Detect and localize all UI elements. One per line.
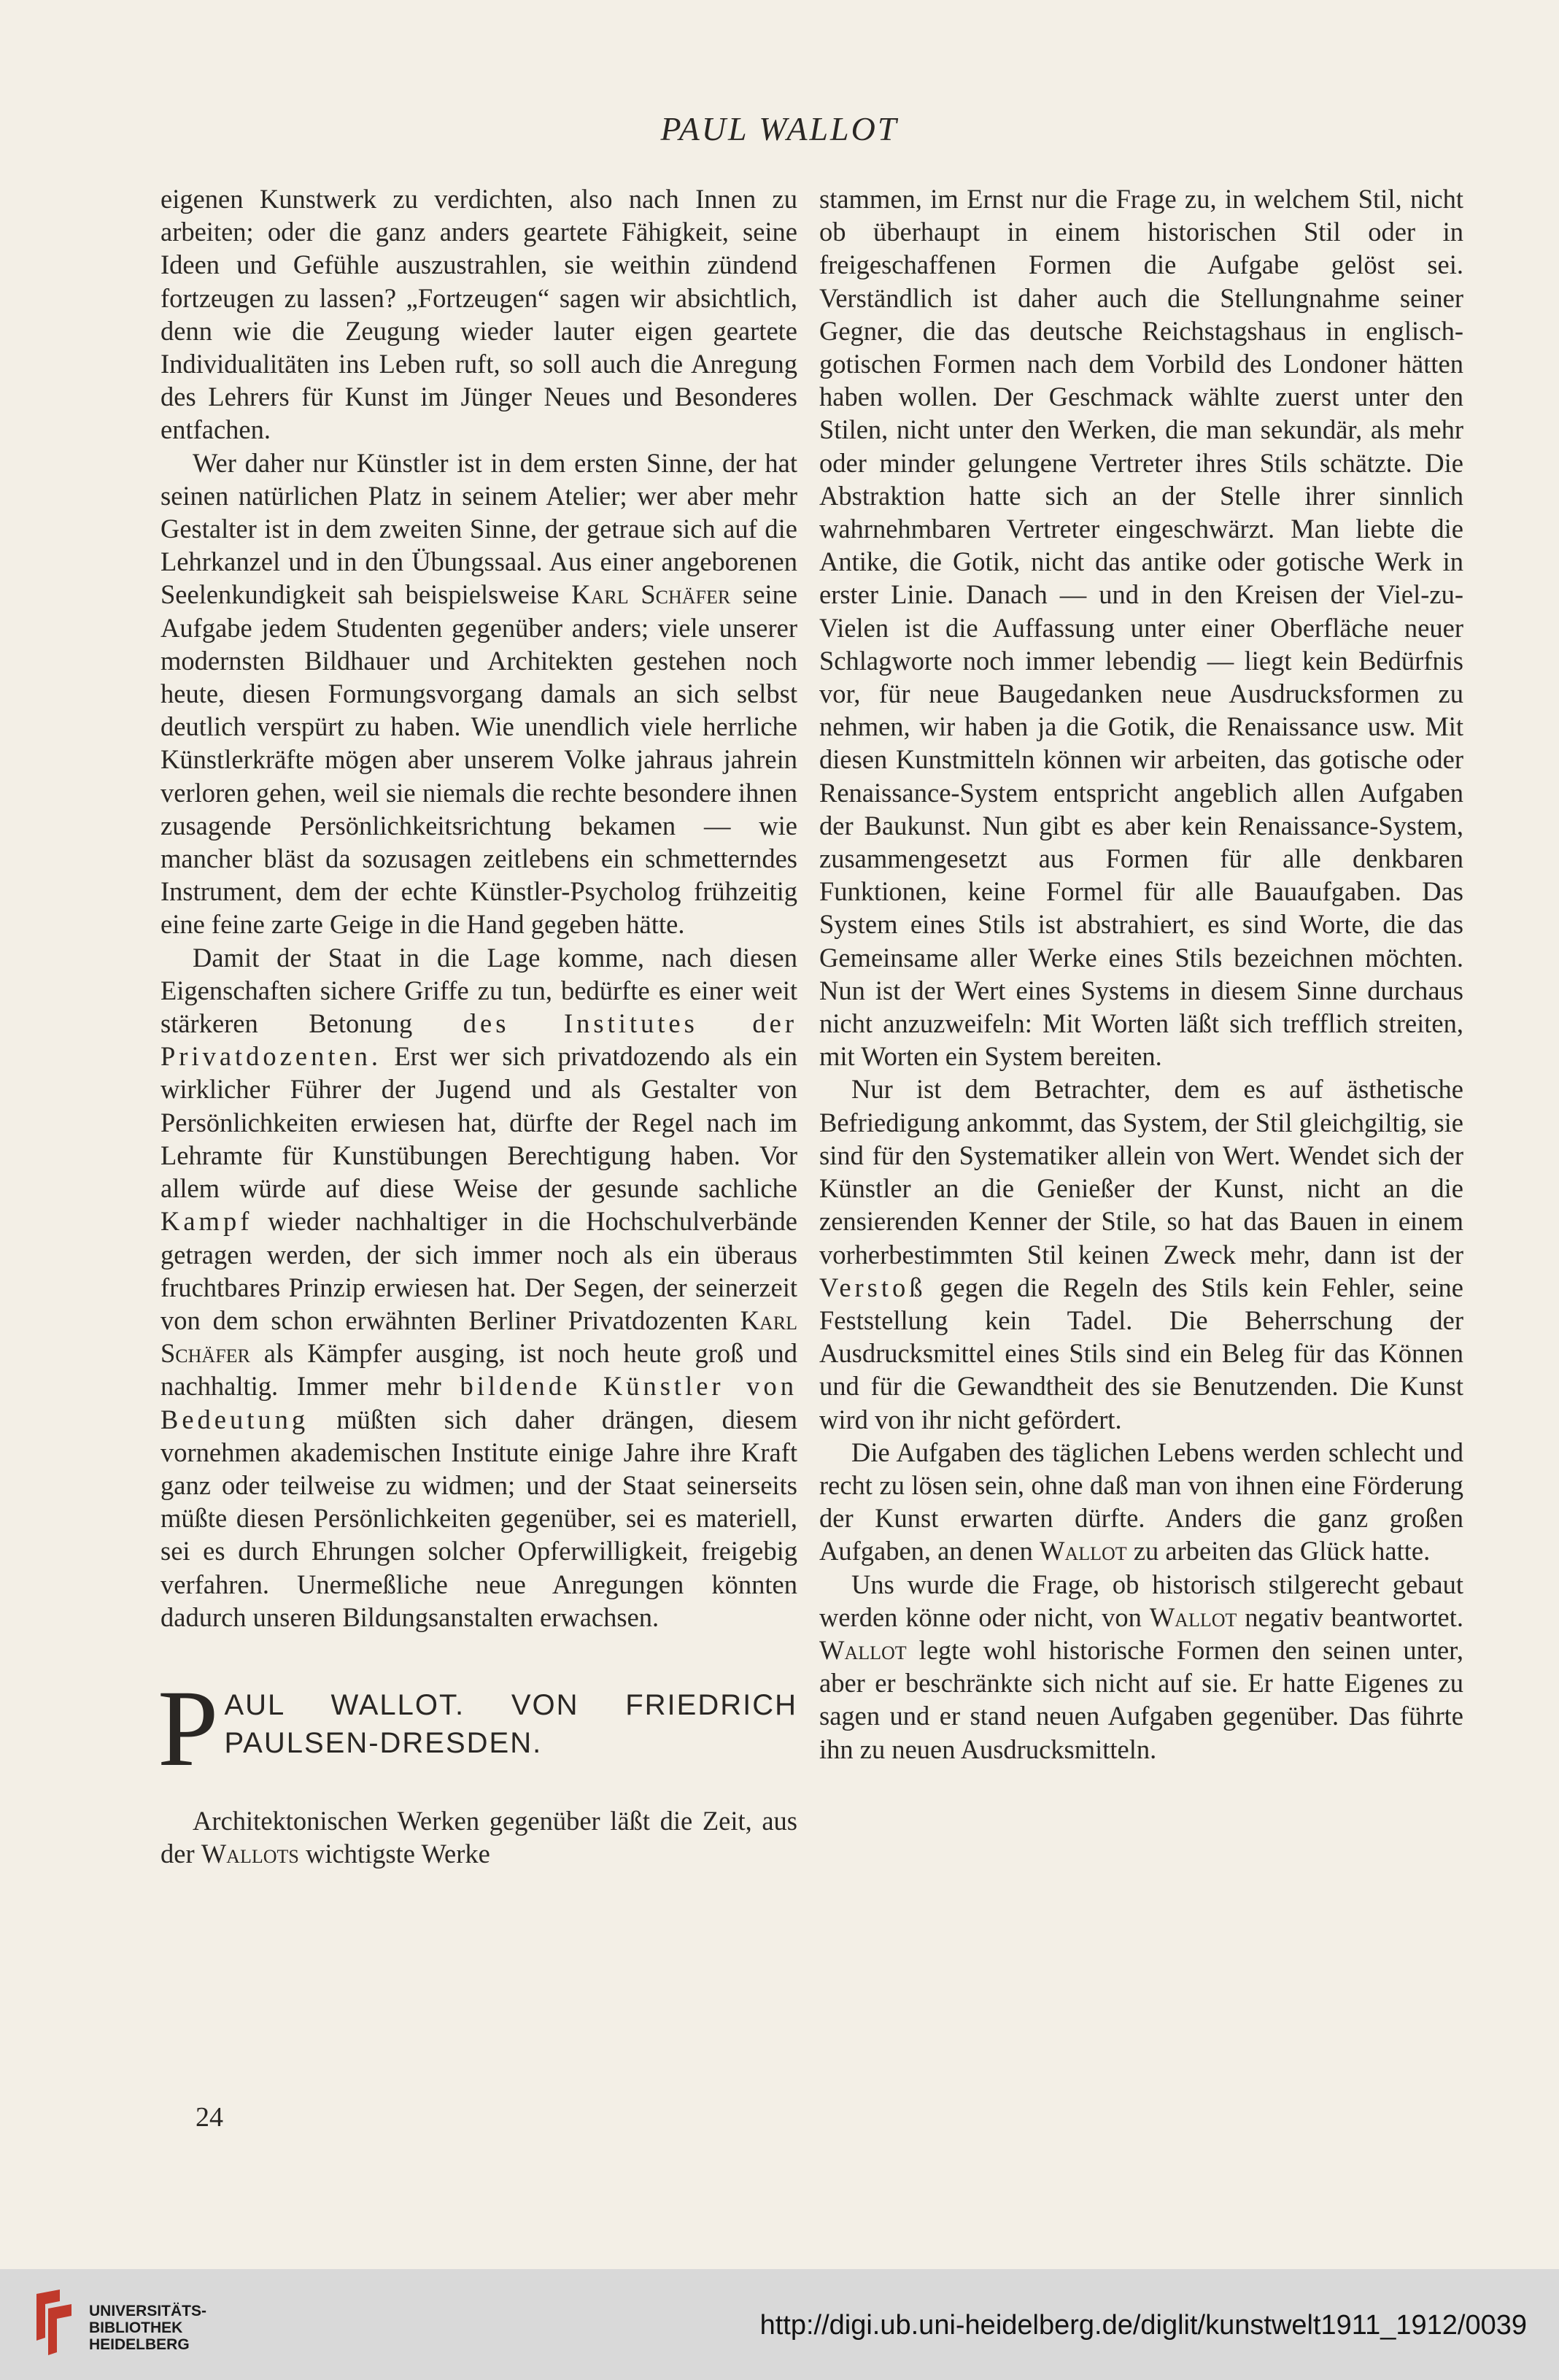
paragraph [819,1073,1463,1435]
paragraph [819,182,1463,1073]
text-run: negativ beantwortet. [1237,1602,1463,1632]
spaced-emphasis: Kampf [160,1206,253,1237]
library-name [89,2303,206,2353]
article-heading [158,1667,797,1789]
person-name: Karl Schäfer [160,1305,797,1369]
spaced-emphasis: bildende Künstler von Bedeutung [160,1371,798,1434]
paragraph [819,1568,1463,1766]
text-run: Wer daher nur Künstler ist in dem ersten Sinne, der hat seinen natürlichen Platz in seinem Atelier; wer aber mehr Gestalter ist in dem zweiten Sinne, der getraue sich auf die Lehrkanzel und in den Übungssaal. Aus einer angeborenen Seelenkundigkeit sah beispielsweise [160,447,797,610]
source-url-link[interactable]: http://digi.ub.uni-heidelberg.de/diglit/kunstwelt1911_1912/0039 [759,2310,1527,2341]
text-run: eigenen Kunstwerk zu verdichten, also nach Innen zu arbeiten; oder die ganz anders geartete Fähigkeit, seine Ideen und Gefühle auszustrahlen, sie weithin zündend fortzeugen zu lassen? „Fortzeugen“ sagen wir absichtlich, denn wie die Zeugung wieder lauter eigen geartete Individualitäten ins Leben ruft, so soll auch die Anregung des Lehrers für Kunst im Jünger Neues und Besonderes entfachen. [160,184,797,445]
paragraph [819,1436,1463,1568]
library-name-line: BIBLIOTHEK [89,2319,183,2336]
text-run: Nur ist dem Betrachter, dem es auf ästhetische Befriedigung ankommt, das System, der Stil gleichgiltig, sie sind für den Systematiker allein von Wert. Wendet sich der Künstler an die Genießer der Kunst, nicht an die zensierenden Kenner der Stile, so hat das Bauen in einem vorherbestimmten Stil keinen Zweck mehr, dann ist der [819,1074,1463,1270]
text-run: wichtigste Werke [298,1839,490,1869]
person-name: Wallots [201,1839,299,1869]
person-name: Wallot [1040,1536,1127,1566]
paragraph [160,941,797,1634]
person-name: Wallot [1149,1602,1237,1632]
paragraph [160,182,797,447]
person-name: Karl Schäfer [571,579,731,610]
text-run: Architektonischen Werken gegenüber läßt die Zeit, aus der [160,1805,797,1869]
library-name-line: HEIDELBERG [89,2336,190,2353]
library-logo-icon [31,2287,77,2357]
page-number: 24 [196,2102,223,2133]
text-run: stammen, im Ernst nur die Frage zu, in welchem Stil, nicht ob überhaupt in einem historischen Stil oder in freigeschaffenen Formen die Aufgabe gelöst sei. Verständlich ist daher auch die Stellungnahme seiner Gegner, die das deutsche Reichstagshaus in englisch-gotischen Formen nach dem Vorbild des Londoner hätten haben wollen. Der Geschmack wählte zuerst unter den Stilen, nicht unter den Werken, die man sekundär, als mehr oder minder gelungene Vertreter ihres Stils schätzte. Die Abstraktion hatte sich an der Stelle ihrer sinnlich wahrnehmbaren Vertreter eingeschwärzt. Man liebte die Antike, die Gotik, nicht das antike oder gotische Werk in erster Linie. Danach — und in den Kreisen der Viel-zu-Vielen ist die Auffassung unter einer Oberfläche neuer Schlagworte noch immer lebendig — liegt kein Bedürfnis vor, für neue Baugedanken neue Ausdrucksformen zu nehmen, wir haben ja die Gotik, die Renaissance usw. Mit diesen Kunstmitteln können wir arbeiten, das gotische oder Renaissance-System entspricht angeblich allen Aufgaben der Baukunst. Nun gibt es aber kein Renaissance-System, zusammengesetzt aus Formen für alle denkbaren Funktionen, keine Formel für alle Bauaufgaben. Das System eines Stils ist abstrahiert, es sind Worte, die das Gemeinsame aller Werke eines Stils bezeichnen möchten. Nun ist der Wert eines Systems in diesem Sinne durchaus nicht anzuzweifeln: Mit Worten läßt sich trefflich streiten, mit Worten ein System bereiten. [819,184,1463,1072]
text-run: Uns wurde die Frage, ob historisch stilgerecht gebaut werden könne oder nicht, von [819,1569,1463,1632]
paragraph [160,447,797,941]
paragraph [160,1804,797,1870]
text-run: als Kämpfer ausging, ist noch heute groß und nachhaltig. Immer mehr [160,1338,797,1402]
text-run: zu arbeiten das Glück hatte. [1126,1536,1431,1566]
drop-cap: P [158,1667,220,1789]
spaced-emphasis: Verstoß [819,1272,926,1302]
text-run: seine Aufgabe jedem Studenten gegenüber anders; viele unserer modernsten Bildhauer und Architekten gestehen noch heute, diesen Formungsvorgang damals an sich selbst deutlich verspürt zu haben. Wie unendlich viele herrliche Künstlerkräfte mögen aber unserem Volke jahraus jahrein verloren gehen, weil sie niemals die rechte besondere ihnen zusagende Persönlichkeitsrichtung bekamen — wie mancher bläst da sozusagen zeitlebens ein schmetterndes Instrument, dem der echte Künstler-Psycholog frühzeitig eine feine zarte Geige in die Hand gegeben hätte. [160,579,797,940]
digitization-footer [0,2269,1559,2380]
text-run: Erst wer sich privatdozendo als ein wirklicher Führer der Jugend und als Gestalter von Persönlichkeiten erwiesen hat, dürfte der Regel nach im Lehramte für Kunstübungen Berechtigung haben. Vor allem würde auf diese Weise der gesunde sachliche [160,1041,797,1204]
text-run: gegen die Regeln des Stils kein Fehler, seine Feststellung kein Tadel. Die Beherrschung der Ausdrucksmittel eines Stils sind ein Beleg für das Können und für die Gewandtheit des sie Benutzenden. Die Kunst wird von ihr nicht gefördert. [819,1272,1463,1434]
text-run: Die Aufgaben des täglichen Lebens werden schlecht und recht zu lösen sein, ohne daß man von ihnen eine Förderung der Kunst erwarten dürfte. Anders die ganz großen Aufgaben, an denen [819,1437,1463,1566]
spaced-emphasis: des Institutes der Privatdozenten. [160,1008,797,1072]
text-run: Damit der Staat in die Lage komme, nach diesen Eigenschaften sichere Griffe zu tun, bedürfte es einer weit stärkeren Betonung [160,942,797,1039]
text-run: legte wohl historische Formen den seinen unter, aber er beschränkte sich nicht auf sie. Er hatte Eigenes zu sagen und er stand neuen Aufgaben gegenüber. Das führte ihn zu neuen Ausdrucksmitteln. [819,1634,1463,1764]
left-column [160,182,797,1870]
running-head: PAUL WALLOT [660,110,899,147]
text-run: müßten sich daher drängen, diesem vornehmen akademischen Institute einige Jahre ihre Kraft ganz oder teilweise zu widmen; und der Staat seinerseits müßte diesen Persönlichkeiten gegenüber, sei es materiell, sei es durch Ehrungen solcher Opferwilligkeit, freigebig verfahren. Unermeßliche neue Anregungen könnten dadurch unseren Bildungsanstalten erwachsen. [160,1404,797,1632]
library-name-line: UNIVERSITÄTS- [89,2303,207,2319]
right-column [819,182,1463,1766]
person-name: Wallot [819,1634,907,1665]
text-run: wieder nachhaltiger in die Hochschulverbände getragen werden, der sich immer noch als ein überaus fruchtbares Prinzip erwiesen hat. Der Segen, der seinerzeit von dem schon erwähnten Berliner Privatdozenten [160,1206,797,1335]
article-title: AUL WALLOT. VON FRIEDRICH PAULSEN-DRESDEN. [224,1688,797,1759]
